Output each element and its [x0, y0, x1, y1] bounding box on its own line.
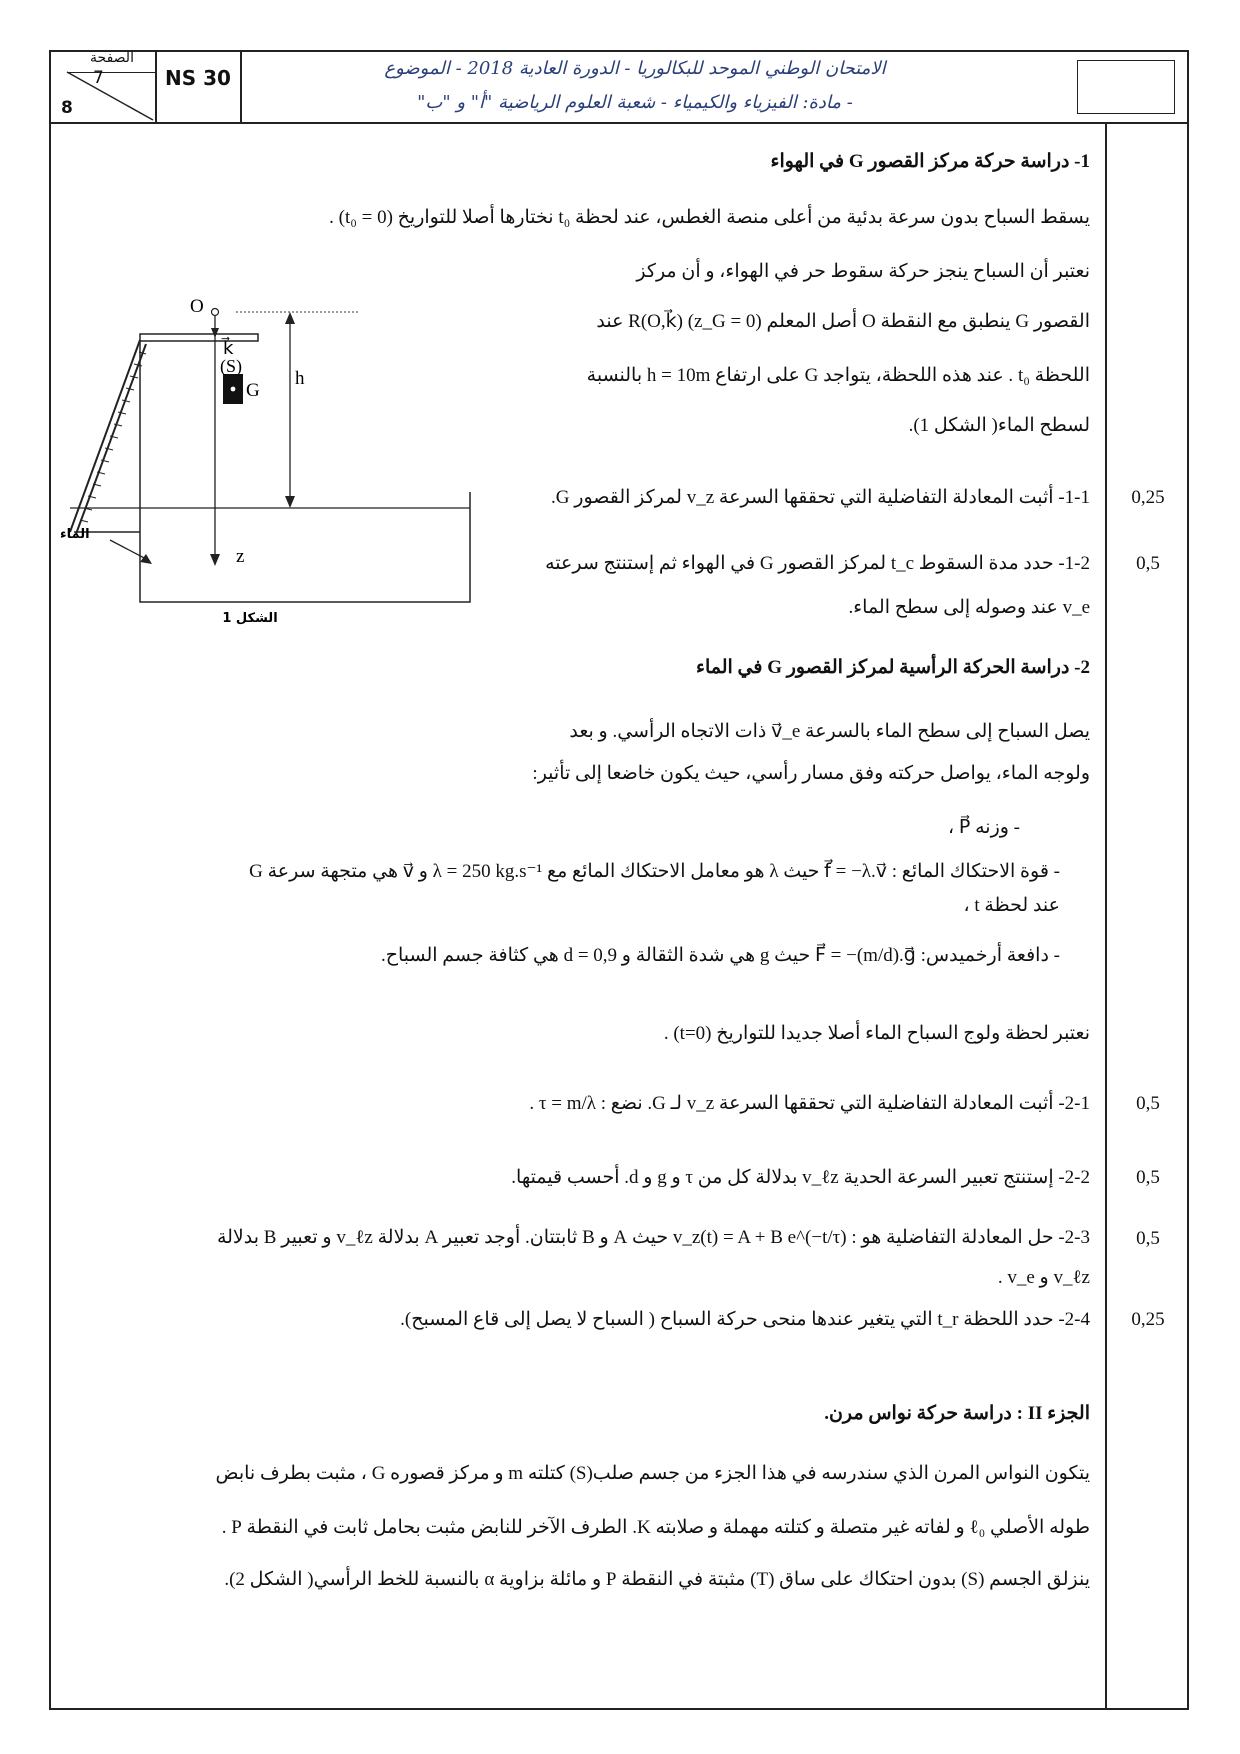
- points-column-divider: [1105, 122, 1107, 1710]
- question-1-2-b: v_e عند وصوله إلى سطح الماء.: [848, 597, 1090, 618]
- page-number-box: [49, 50, 155, 122]
- header-divider: [49, 122, 1189, 124]
- figure-1-diving: [60, 292, 480, 682]
- section1-paragraph-1: يسقط السباح بدون سرعة بدئية من أعلى منصة الغطس، عند لحظة t₀ نختارها أصلا للتواريخ (t₀ = 0) .: [329, 207, 1090, 228]
- question-2-3-b: v_ℓz و v_e .: [997, 1267, 1090, 1288]
- question-2-2: 2-2- إستنتج تعبير السرعة الحدية v_ℓz بدلالة كل من τ و g و d. أحسب قيمتها.: [511, 1167, 1090, 1188]
- force-archimedes: - دافعة أرخميدس: F⃗ = −(m/d).g⃗ حيث g هي شدة الثقالة و d = 0,9 هي كثافة جسم السباح.: [380, 945, 1060, 966]
- question-1-1: 1-1- أثبت المعادلة التفاضلية التي تحققها السرعة v_z لمركز القصور G.: [551, 487, 1090, 508]
- section1-title: 1- دراسة حركة مركز القصور G في الهواء: [770, 151, 1090, 172]
- page-number: 7: [93, 68, 104, 88]
- figure-label-z: z: [236, 546, 245, 567]
- exam-title-line1: الامتحان الوطني الموحد للبكالوريا - الدورة العادية 2018 - الموضوع: [384, 58, 886, 79]
- section2-title: 2- دراسة الحركة الرأسية لمركز القصور G في الماء: [696, 657, 1090, 678]
- force-friction: - قوة الاحتكاك المائع : f⃗ = −λ.v⃗ حيث λ هو معامل الاحتكاك المائع مع λ = 250 kg.s⁻¹ و v⃗ هي متجهة سرعة G: [249, 861, 1060, 882]
- part2-paragraph-1: يتكون النواس المرن الذي سندرسه في هذا الجزء من جسم صلب(S) كتلته m و مركز قصوره G ، مثبت بطرف نابض: [215, 1463, 1090, 1484]
- question-2-1: 2-1- أثبت المعادلة التفاضلية التي تحققها السرعة v_z لـ G. نضع : τ = m/λ .: [529, 1093, 1090, 1114]
- points-q1-2: 0,5: [1136, 553, 1160, 574]
- exam-title-line2: - مادة: الفيزياء والكيمياء - شعبة العلوم الرياضية "أ" و "ب": [417, 92, 853, 113]
- question-2-3-a: 2-3- حل المعادلة التفاضلية هو : v_z(t) = A + B e^(−t/τ) حيث A و B ثابتتان. أوجد تعبير A بدلالة v_ℓz و تعبير B بدلالة: [216, 1227, 1090, 1248]
- exam-code: NS 30: [165, 66, 231, 90]
- part2-paragraph-3: ينزلق الجسم (S) بدون احتكاك على ساق (T) مثبتة في النقطة P و مائلة بزاوية α بالنسبة للخط الرأسي( الشكل 2).: [224, 1569, 1090, 1590]
- points-q2-4: 0,25: [1131, 1309, 1165, 1330]
- header-sep-2: [240, 50, 242, 122]
- section1-paragraph-4: اللحظة t₀ . عند هذه اللحظة، يتواجد G على ارتفاع h = 10m بالنسبة: [586, 365, 1090, 386]
- question-2-4: 2-4- حدد اللحظة t_r التي يتغير عندها منحى حركة السباح ( السباح لا يصل إلى قاع المسبح).: [400, 1309, 1090, 1330]
- part2-paragraph-2: طوله الأصلي ℓ₀ و لفاته غير متصلة و كتلته مهملة و صلابته K. الطرف الآخر للنابض مثبت بحامل ثابت في النقطة P .: [221, 1517, 1090, 1538]
- section1-paragraph-2: نعتبر أن السباح ينجز حركة سقوط حر في الهواء، و أن مركز: [636, 261, 1090, 282]
- points-q2-1: 0,5: [1136, 1093, 1160, 1114]
- part2-title: الجزء II : دراسة حركة نواس مرن.: [824, 1403, 1090, 1424]
- figure-label-water: الماء: [60, 527, 90, 542]
- section2-paragraph-2: ولوجه الماء، يواصل حركته وفق مسار رأسي، حيث يكون خاضعا إلى تأثير:: [532, 763, 1090, 784]
- figure-caption: الشكل 1: [222, 611, 278, 626]
- figure-label-G: G: [246, 380, 260, 401]
- figure-label-k: k⃗: [223, 338, 234, 358]
- points-q2-3: 0,5: [1136, 1228, 1160, 1249]
- blank-box: [1077, 60, 1175, 114]
- section2-paragraph-3: نعتبر لحظة ولوج السباح الماء أصلا جديدا للتواريخ (t=0) .: [663, 1023, 1090, 1044]
- section1-paragraph-3: القصور G ينطبق مع النقطة O أصل المعلم R(O,k⃗) (z_G = 0) عند: [596, 311, 1090, 332]
- page-total: 8: [61, 98, 73, 118]
- points-q1-1: 0,25: [1131, 487, 1165, 508]
- section1-paragraph-5: لسطح الماء( الشكل 1).: [908, 415, 1090, 436]
- force-weight: - وزنه P⃗ ،: [947, 817, 1020, 838]
- section2-paragraph-1: يصل السباح إلى سطح الماء بالسرعة v⃗_e ذات الاتجاه الرأسي. و بعد: [569, 721, 1090, 742]
- points-q2-2: 0,5: [1136, 1167, 1160, 1188]
- force-friction-cont: عند لحظة t ،: [963, 895, 1060, 916]
- figure-label-h: h: [295, 368, 305, 389]
- figure-label-S: (S): [220, 356, 242, 376]
- page-label: الصفحة: [67, 50, 157, 73]
- question-1-2-a: 1-2- حدد مدة السقوط t_c لمركز القصور G في الهواء ثم إستنتج سرعته: [545, 553, 1090, 574]
- figure-label-O: O: [190, 296, 204, 317]
